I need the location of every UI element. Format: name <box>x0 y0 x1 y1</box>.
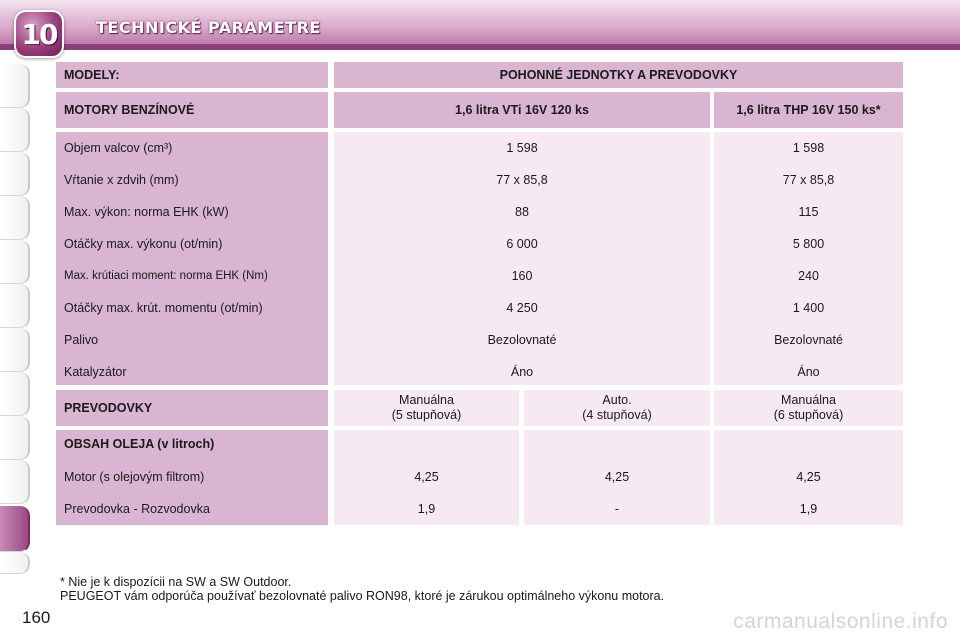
spec-value: 77 x 85,8 <box>782 173 835 187</box>
oil-value: 4,25 <box>604 470 630 484</box>
engine-2-values <box>714 132 903 385</box>
spec-label: Palivo <box>64 333 99 347</box>
gearbox-steps: (4 stupňová) <box>582 408 652 422</box>
gearbox-cell <box>524 390 710 426</box>
chapter-tab[interactable] <box>0 108 30 152</box>
engine-1-values <box>334 132 710 385</box>
oil-label: Prevodovka - Rozvodovka <box>64 502 210 516</box>
spec-value: 77 x 85,8 <box>496 173 548 187</box>
spec-value: 4 250 <box>506 301 538 315</box>
oil-value: 4,25 <box>796 470 821 484</box>
oil-values <box>714 430 903 525</box>
oil-value: 4,25 <box>414 470 439 484</box>
chapter-tab[interactable] <box>0 372 30 416</box>
header-strip <box>0 44 960 50</box>
oil-label: Motor (s olejovým filtrom) <box>64 470 205 484</box>
gearbox-steps: (5 stupňová) <box>391 408 462 422</box>
spec-value: Áno <box>510 365 534 379</box>
spec-value: 88 <box>515 205 529 219</box>
chapter-tab[interactable] <box>0 552 30 574</box>
gearbox-cell <box>334 390 519 426</box>
spec-value: 1 400 <box>792 301 825 315</box>
gearbox-type: Auto. <box>602 393 632 407</box>
spec-label: Otáčky max. krút. momentu (ot/min) <box>64 301 263 315</box>
spec-label: Katalyzátor <box>64 365 127 379</box>
spec-value: 160 <box>511 269 533 283</box>
spec-label: Max. krútiaci moment: norma EHK (Nm) <box>64 270 268 282</box>
page-title: TECHNICKÉ PARAMETRE <box>96 18 321 37</box>
oil-values <box>334 430 519 525</box>
oil-value: 1,9 <box>799 502 818 516</box>
page-number: 160 <box>22 608 51 627</box>
spec-value: 115 <box>798 205 819 219</box>
chapter-tab[interactable] <box>0 460 30 504</box>
spec-value: 6 000 <box>506 237 538 251</box>
footnote <box>60 575 664 603</box>
spec-value: 1 598 <box>506 141 538 155</box>
spec-value: Bezolovnaté <box>774 333 843 347</box>
spec-value: 5 800 <box>792 237 825 251</box>
chapter-tab[interactable] <box>0 152 30 196</box>
chapter-number: 10 <box>21 17 57 51</box>
spec-label: Vŕtanie x zdvih (mm) <box>64 173 179 187</box>
spec-value: Bezolovnaté <box>487 333 557 347</box>
chapter-tab[interactable] <box>0 196 30 240</box>
powertrain-heading: POHONNÉ JEDNOTKY A PREVODOVKY <box>334 62 903 88</box>
chapter-tab[interactable] <box>0 240 30 284</box>
models-label: MODELY: <box>56 62 328 88</box>
chapter-tab[interactable] <box>0 64 30 108</box>
spec-value: 240 <box>798 269 819 283</box>
engine-2-header: 1,6 litra THP 16V 150 ks* <box>714 92 903 128</box>
gearbox-type: Manuálna <box>399 393 454 407</box>
engine-1-header: 1,6 litra VTi 16V 120 ks <box>334 92 710 128</box>
oil-value: 1,9 <box>417 502 436 516</box>
oil-value: - <box>614 502 620 516</box>
spec-label: Objem valcov (cm³) <box>64 141 173 155</box>
spec-table <box>56 60 906 528</box>
footnote-availability: * Nie je k dispozícii na SW a SW Outdoor. <box>60 575 292 589</box>
chapter-tab[interactable] <box>0 328 30 372</box>
spec-label: Otáčky max. výkonu (ot/min) <box>64 237 223 251</box>
chapter-tab[interactable] <box>0 284 30 328</box>
chapter-tab[interactable] <box>0 416 30 460</box>
spec-labels <box>56 132 328 385</box>
petrol-engines-label: MOTORY BENZÍNOVÉ <box>56 92 328 128</box>
oil-heading: OBSAH OLEJA (v litroch) <box>64 437 215 451</box>
chapter-tab-active[interactable] <box>0 506 30 552</box>
spec-label: Max. výkon: norma EHK (kW) <box>64 205 229 219</box>
footnote-fuel-recommendation: PEUGEOT vám odporúča používať bezolovnaté palivo RON98, ktoré je zárukou optimálneho výkonu motora. <box>60 589 665 603</box>
chapter-tabs <box>0 64 34 574</box>
oil-values <box>524 430 710 525</box>
gearbox-label: PREVODOVKY <box>56 390 328 426</box>
gearbox-type: Manuálna <box>781 393 836 407</box>
spec-value: 1 598 <box>792 141 825 155</box>
oil-labels <box>56 430 328 525</box>
gearbox-steps: (6 stupňová) <box>773 408 844 422</box>
gearbox-cell <box>714 390 903 426</box>
chapter-badge <box>14 10 64 58</box>
watermark: carmanualsonline.info <box>733 610 948 633</box>
spec-value: Áno <box>797 365 820 379</box>
